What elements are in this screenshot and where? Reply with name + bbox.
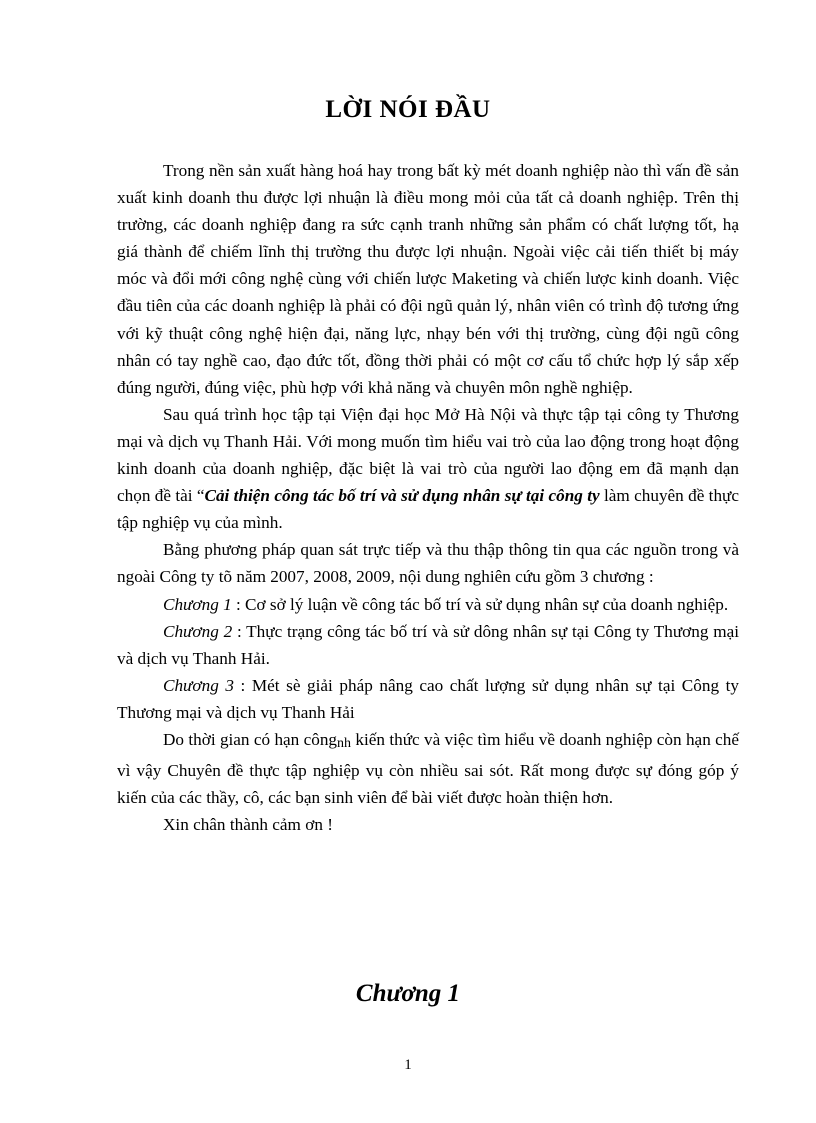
chapter-1-text: : Cơ sở lý luận về công tác bố trí và sử dụng nhân sự của doanh nghiệp.: [231, 594, 729, 614]
chapter-1-label: Chương 1: [163, 594, 232, 614]
page-title: LỜI NÓI ĐẦU: [325, 96, 491, 123]
chapter-2-summary: [117, 618, 739, 672]
chapter-2-text: : Thực trạng công tác bố trí và sử dông nhân sự tại Công ty Thương mại và dịch vụ Thanh Hải.: [117, 621, 739, 668]
limitations-text-after: kiến thức và việc tìm hiểu về doanh nghiệp còn hạn chế vì vậy Chuyên đề thực tập nghiệp vụ còn nhiều sai sót. Rất mong được sự đóng góp ý kiến của các thầy, cô, các bạn sinh viên để bài viết được hoàn thiện hơn.: [117, 729, 739, 808]
paragraph-thanks: Xin chân thành cảm ơn !: [163, 815, 333, 835]
paragraph-topic: [117, 401, 739, 536]
paragraph-intro: Trong nền sản xuất hàng hoá hay trong bất kỳ mét doanh nghiệp nào thì vấn đề sản xuất kinh doanh thu được lợi nhuận là điều mong mỏi của tất cả doanh nghiệp. Trên thị trường, các doanh nghiệp đang ra sức cạnh tranh những sản phẩm có chất lượng tốt, hạ giá thành để chiếm lĩnh thị trường thu được lợi nhuận. Ngoài việc cải tiến thiết bị máy móc và đổi mới công nghệ cùng với chiến lược Maketing và chiến lược kinh doanh. Việc đầu tiên của các doanh nghiệp là phải có đội ngũ quản lý, nhân viên có trình độ tương ứng với kỹ thuật công nghệ hiện đại, năng lực, nhạy bén với thị trường, cùng đội ngũ công nhân có tay nghề cao, đạo đức tốt, đồng thời phải có một cơ cấu tổ chức hợp lý sắp xếp đúng người, đúng việc, phù hợp với khả năng và chuyên môn nghề nghiệp.: [117, 161, 739, 397]
chapter-3-label: Chương 3: [163, 675, 234, 695]
topic-text-before: Sau quá trình học tập tại Viện đại học Mở Hà Nội và thực tập tại công ty Thương mại và dịch vụ Thanh Hải. Với mong muốn tìm hiểu vai trò của lao động trong hoạt động kinh doanh của doanh nghiệp, đặc biệt là vai trò của người lao động em đã mạnh dạn chọn đề tài “: [117, 404, 739, 506]
paragraph-method: Bằng phương pháp quan sát trực tiếp và thu thập thông tin qua các nguồn trong và ngoài Công ty tõ năm 2007, 2008, 2009, nội dung nghiên cứu gồm 3 chương :: [117, 540, 739, 587]
chapter-1-summary: [117, 591, 739, 618]
chapter-3-summary: [117, 672, 739, 726]
chapter-heading: Chương 1: [355, 980, 461, 1007]
limitations-small-text: nh: [337, 735, 352, 751]
paragraph-limitations: [117, 726, 739, 811]
document-body: [117, 157, 739, 838]
page-number: 1: [404, 1057, 412, 1073]
topic-title: Cải thiện công tác bố trí và sử dụng nhân sự tại công ty: [204, 486, 600, 506]
chapter-2-label: Chương 2: [163, 621, 233, 641]
limitations-text-before: Do thời gian có hạn công: [163, 729, 338, 749]
topic-text-after: làm chuyên đề thực tập nghiệp vụ của mình.: [117, 486, 739, 533]
chapter-3-text: : Mét sè giải pháp nâng cao chất lượng sử dụng nhân sự tại Công ty Thương mại và dịch vụ Thanh Hải: [117, 675, 739, 722]
